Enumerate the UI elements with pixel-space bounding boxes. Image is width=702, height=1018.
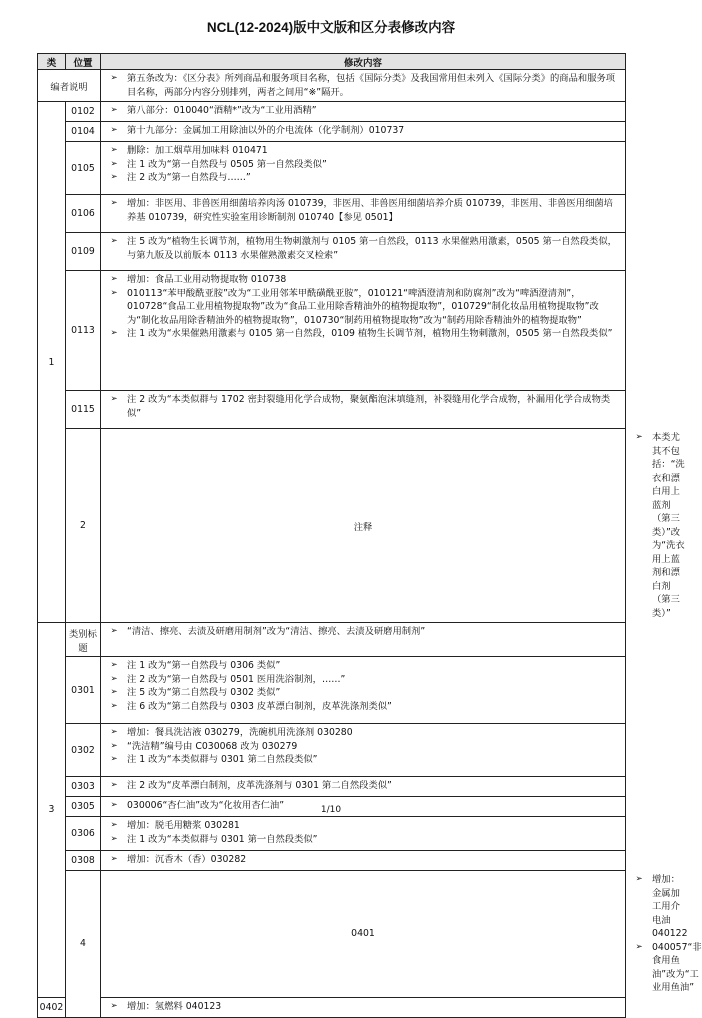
category-cell: 2 (66, 429, 101, 623)
content-text: 注 5 改为“植物生长调节剂，植物用生物刺激剂与 0105 第一自然段，0113 水果催熟用激素，0505 第一自然段类似，与第九版及以前版本 0113 水果催熟激素交叉检索” (127, 236, 617, 261)
arrow-bullet-icon: ➢ (110, 626, 118, 636)
arrow-bullet-icon: ➢ (110, 740, 118, 751)
content-item (101, 700, 621, 714)
content-item (101, 197, 621, 224)
table-row (38, 851, 626, 871)
category-cell: 1 (38, 102, 66, 623)
content-text: 增加：食品工业用动物提取物 010738 (127, 274, 287, 285)
position-cell: 0401 (101, 871, 626, 998)
content-text: 注 1 改为“第一自然段与 0505 第一自然段类似” (127, 158, 327, 170)
content-item (101, 327, 621, 341)
content-text: 本类尤其不包括：“洗衣和漂白用上蓝剂（第三类）”改为“洗衣用上蓝剂和漂白剂（第三类）” (652, 432, 685, 619)
content-item (101, 235, 621, 262)
content-item (101, 833, 621, 847)
header-position: 位置 (66, 54, 101, 70)
arrow-bullet-icon: ➢ (110, 1000, 118, 1011)
position-cell: 0104 (66, 122, 101, 142)
table-row (38, 271, 626, 391)
category-cell: 4 (66, 871, 101, 1018)
content-text: 010113“苯甲酸酰亚胺”改为“工业用邻苯甲酰磺酰亚胺”，010121“啤酒澄清剂和防腐剂”改为“啤酒澄清剂”，010728“食品工业用植物提取物”改为“食品工业用除香精油外的植物提取物”，010729“制化妆品用植物提取物”改为“制化妆品用除香精油外的植物提取物”，010730“制药用植物提取物”改为“制药用除香精油外的植物提取物” (127, 287, 599, 326)
arrow-bullet-icon: ➢ (110, 727, 118, 737)
position-cell: 0308 (66, 851, 101, 871)
content-cell (101, 724, 626, 777)
table-row (38, 623, 626, 657)
content-cell (101, 817, 626, 851)
arrow-bullet-icon: ➢ (635, 874, 643, 884)
content-cell (101, 271, 626, 391)
arrow-bullet-icon: ➢ (110, 328, 118, 338)
content-text: 增加：氢燃料 040123 (127, 1000, 222, 1012)
table-row (38, 657, 626, 724)
arrow-bullet-icon: ➢ (110, 287, 118, 298)
content-text: 注 6 改为“第二自然段与 0303 皮革漂白制剂，皮革洗涤剂类似” (127, 700, 392, 712)
header-category: 类 (38, 54, 66, 70)
content-item (101, 393, 621, 420)
content-item (101, 287, 621, 328)
table-row (38, 724, 626, 777)
arrow-bullet-icon: ➢ (110, 394, 118, 404)
content-item (101, 853, 621, 867)
content-text: 增加：非医用、非兽医用细菌培养肉汤 010739，非医用、非兽医用细菌培养介质 010739，非医用、非兽医用细菌培养基 010739，研究性实验室用诊断制剂 010740【参见 0501】 (127, 198, 613, 223)
content-cell (101, 391, 626, 429)
position-cell: 0105 (66, 142, 101, 195)
position-cell: 0301 (66, 657, 101, 724)
arrow-bullet-icon: ➢ (110, 236, 118, 246)
position-cell: 类别标题 (66, 623, 101, 657)
content-text: 注 2 改为“皮革漂白制剂，皮革洗涤剂与 0301 第二自然段类似” (127, 780, 392, 791)
position-cell: 0302 (66, 724, 101, 777)
arrow-bullet-icon: ➢ (110, 158, 118, 169)
table-row (38, 391, 626, 429)
content-text: 增加：餐具洗洁液 030279，洗碗机用洗涤剂 030280 (127, 727, 353, 738)
content-cell (101, 777, 626, 797)
content-text: 增加：沉香木（香）030282 (127, 854, 247, 865)
table-row (38, 429, 626, 623)
arrow-bullet-icon: ➢ (110, 125, 118, 135)
content-cell (101, 102, 626, 122)
arrow-bullet-icon: ➢ (110, 700, 118, 711)
table-row (38, 777, 626, 797)
arrow-bullet-icon: ➢ (110, 198, 118, 208)
content-item (101, 625, 621, 639)
arrow-bullet-icon: ➢ (110, 172, 118, 182)
arrow-bullet-icon: ➢ (110, 145, 118, 155)
position-cell: 注释 (101, 429, 626, 623)
arrow-bullet-icon: ➢ (110, 833, 118, 844)
content-cell (101, 122, 626, 142)
content-text: 注 1 改为“水果催熟用激素与 0105 第一自然段，0109 植物生长调节剂，植物用生物刺激剂，0505 第一自然段类似” (127, 328, 613, 339)
content-text: 增加：脱毛用糖浆 030281 (127, 820, 240, 831)
content-item (101, 819, 621, 833)
content-item (101, 686, 621, 700)
content-text: 注 2 改为“第一自然段与 0501 医用洗浴制剂，……” (127, 673, 346, 685)
position-cell: 0109 (66, 233, 101, 271)
content-text: 第五条改为：《区分表》所列商品和服务项目名称，包括《国际分类》及我国常用但未列入《国际分类》的商品和服务项目名称，两部分内容分别排列，两者之间用“※”隔开。 (127, 73, 616, 98)
category-cell: 编者说明 (38, 70, 101, 102)
position-cell: 0113 (66, 271, 101, 391)
content-text: 注 1 改为“本类似群与 0301 第二自然段类似” (127, 754, 318, 765)
table-row (38, 142, 626, 195)
arrow-bullet-icon: ➢ (110, 105, 118, 115)
content-item (101, 726, 621, 740)
content-item (101, 753, 621, 767)
position-cell: 0303 (66, 777, 101, 797)
content-text: 删除：加工烟草用加味料 010471 (127, 145, 268, 156)
content-text: 第八部分：010040“酒精*”改为“工业用酒精” (127, 105, 317, 116)
content-item (101, 144, 621, 158)
table-row (38, 233, 626, 271)
content-item (101, 673, 621, 687)
position-cell: 0305 (66, 797, 101, 817)
table-row (38, 195, 626, 233)
table-row (38, 122, 626, 142)
content-item (101, 779, 621, 793)
arrow-bullet-icon: ➢ (110, 687, 118, 697)
content-text: 030006“杏仁油”改为“化妆用杏仁油” (127, 800, 285, 811)
content-item (101, 124, 621, 138)
table-row (38, 997, 626, 1017)
modification-table (37, 53, 702, 1018)
table-row (38, 871, 626, 998)
content-item (101, 659, 621, 673)
content-text: 注 2 改为“本类似群与 1702 密封裂缝用化学合成物，聚氨酯泡沫填缝剂，补裂缝用化学合成物，补漏用化学合成物类似” (127, 394, 611, 419)
arrow-bullet-icon: ➢ (110, 660, 118, 670)
header-content: 修改内容 (101, 54, 626, 70)
position-cell: 0102 (66, 102, 101, 122)
arrow-bullet-icon: ➢ (110, 73, 118, 83)
page-number: 1/10 (320, 805, 342, 815)
content-cell (101, 851, 626, 871)
content-text: 第十九部分：金属加工用除油以外的介电流体（化学制剂）010737 (127, 125, 405, 136)
content-cell (101, 233, 626, 271)
content-cell (101, 657, 626, 724)
arrow-bullet-icon: ➢ (110, 800, 118, 810)
table-header-row (38, 54, 626, 70)
content-text: 增加：金属加工用介电油 040122 (652, 874, 688, 939)
content-text: 注 2 改为“第一自然段与……” (127, 172, 251, 183)
arrow-bullet-icon: ➢ (635, 432, 643, 442)
arrow-bullet-icon: ➢ (635, 941, 643, 952)
table-body (38, 70, 702, 1018)
content-item (101, 104, 621, 118)
content-cell (101, 997, 626, 1017)
content-item (101, 273, 621, 287)
content-cell (101, 623, 626, 657)
content-item (101, 1000, 621, 1014)
table-row (38, 817, 626, 851)
content-text: “洗洁精”编号由 C030068 改为 030279 (127, 740, 298, 752)
position-cell: 0106 (66, 195, 101, 233)
content-text: 注 1 改为“第一自然段与 0306 类似” (127, 660, 281, 671)
content-text: 注 1 改为“本类似群与 0301 第一自然段类似” (127, 833, 318, 845)
position-cell: 0402 (38, 997, 66, 1017)
content-text: “清洁、擦亮、去渍及研磨用制剂”改为“清洁、擦亮、去渍及研磨用制剂” (127, 626, 426, 637)
content-item (101, 158, 621, 172)
content-cell (101, 195, 626, 233)
category-cell: 3 (38, 623, 66, 998)
document-title: NCL(12-2024)版中文版和区分表修改内容 (206, 20, 456, 35)
content-cell (101, 70, 626, 102)
content-item (101, 171, 621, 185)
content-item (101, 72, 621, 99)
content-text: 注 5 改为“第二自然段与 0302 类似” (127, 687, 281, 698)
table-row (38, 70, 626, 102)
position-cell: 0306 (66, 817, 101, 851)
content-item (101, 740, 621, 754)
arrow-bullet-icon: ➢ (110, 754, 118, 764)
arrow-bullet-icon: ➢ (110, 274, 118, 284)
position-cell: 0115 (66, 391, 101, 429)
content-cell (101, 142, 626, 195)
table-row (38, 102, 626, 122)
arrow-bullet-icon: ➢ (110, 854, 118, 864)
arrow-bullet-icon: ➢ (110, 780, 118, 790)
arrow-bullet-icon: ➢ (110, 820, 118, 830)
content-text: 040057“非食用鱼油”改为“工业用鱼油” (652, 941, 702, 993)
arrow-bullet-icon: ➢ (110, 673, 118, 684)
